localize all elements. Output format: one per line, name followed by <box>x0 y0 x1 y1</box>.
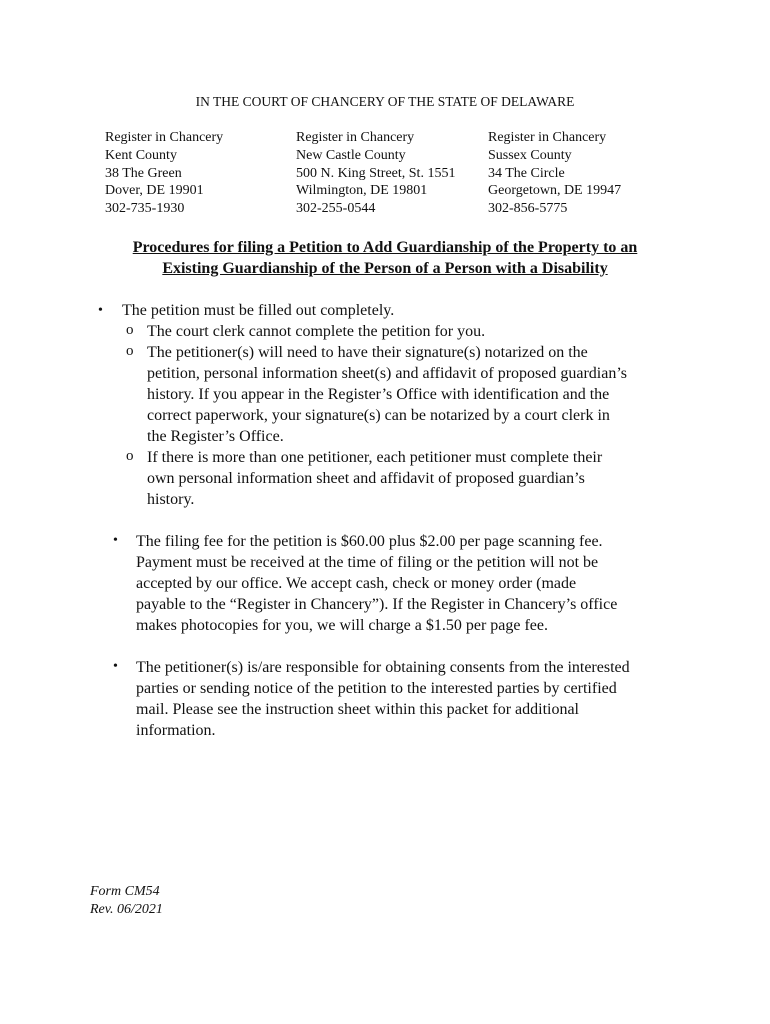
bullet-2-text <box>136 531 617 636</box>
office-city: Wilmington, DE 19801 <box>296 183 428 199</box>
text-line: The petitioner(s) will need to have their signature(s) notarized on the <box>147 344 588 361</box>
text-line: mail. Please see the instruction sheet within this packet for additional <box>136 701 579 718</box>
office-county: Sussex County <box>488 147 572 163</box>
text-line: accepted by our office. We accept cash, check or money order (made <box>136 575 577 592</box>
office-phone: 302-856-5775 <box>488 201 568 217</box>
office-sussex-county <box>488 129 621 218</box>
bullet-icon: • <box>113 533 118 548</box>
text-line: makes photocopies for you, we will charge a $1.50 per page fee. <box>136 617 549 634</box>
office-street: 500 N. King Street, St. 1551 <box>296 165 456 181</box>
text-line: payable to the “Register in Chancery”). If the Register in Chancery’s office <box>136 596 618 613</box>
court-header: IN THE COURT OF CHANCERY OF THE STATE OF DELAWARE <box>195 94 575 109</box>
office-street: 38 The Green <box>105 165 182 181</box>
office-county: New Castle County <box>296 147 406 163</box>
text-line: parties or sending notice of the petition to the interested parties by certified <box>136 680 617 697</box>
bullet-1-text: The petition must be filled out completely. <box>122 302 395 319</box>
procedures-title-line: Procedures for filing a Petition to Add Guardianship of the Property to an <box>132 239 638 256</box>
text-line: The petitioner(s) is/are responsible for obtaining consents from the interested <box>136 659 630 676</box>
text-line: petition, personal information sheet(s) and affidavit of proposed guardian’s <box>147 365 628 382</box>
form-footer <box>90 883 163 919</box>
procedures-title <box>95 237 675 279</box>
form-revision: Rev. 06/2021 <box>90 902 163 917</box>
office-title: Register in Chancery <box>296 130 415 145</box>
office-kent-county <box>105 129 223 218</box>
office-city: Dover, DE 19901 <box>105 183 204 199</box>
office-title: Register in Chancery <box>105 130 224 145</box>
text-line: If there is more than one petitioner, each petitioner must complete their <box>147 449 603 466</box>
bullet-icon: • <box>113 659 118 674</box>
text-line: Payment must be received at the time of filing or the petition will not be <box>136 554 599 571</box>
office-title: Register in Chancery <box>488 130 607 145</box>
bullet-icon: • <box>98 303 103 318</box>
text-line: information. <box>136 722 216 739</box>
text-line: the Register’s Office. <box>147 428 284 445</box>
sub-bullet-icon: o <box>126 343 134 359</box>
bullet-1-sub-3 <box>147 447 602 510</box>
text-line: correct paperwork, your signature(s) can be notarized by a court clerk in <box>147 407 610 424</box>
office-phone: 302-255-0544 <box>296 201 376 217</box>
form-number: Form CM54 <box>90 884 160 899</box>
text-line: The filing fee for the petition is $60.00 plus $2.00 per page scanning fee. <box>136 533 603 550</box>
text-line: history. <box>147 491 195 508</box>
sub-bullet-icon: o <box>126 322 134 338</box>
office-new-castle-county <box>296 129 455 218</box>
text-line: own personal information sheet and affidavit of proposed guardian’s <box>147 470 585 487</box>
office-city: Georgetown, DE 19947 <box>488 183 622 199</box>
sub-bullet-icon: o <box>126 448 134 464</box>
bullet-1-sub-2 <box>147 342 627 447</box>
bullet-3-text <box>136 657 630 741</box>
office-street: 34 The Circle <box>488 165 565 181</box>
bullet-1-sub-1: The court clerk cannot complete the petition for you. <box>147 323 486 340</box>
office-county: Kent County <box>105 147 177 163</box>
text-line: history. If you appear in the Register’s Office with identification and the <box>147 386 610 403</box>
procedures-title-line: Existing Guardianship of the Person of a Person with a Disability <box>162 260 608 277</box>
office-phone: 302-735-1930 <box>105 201 185 217</box>
